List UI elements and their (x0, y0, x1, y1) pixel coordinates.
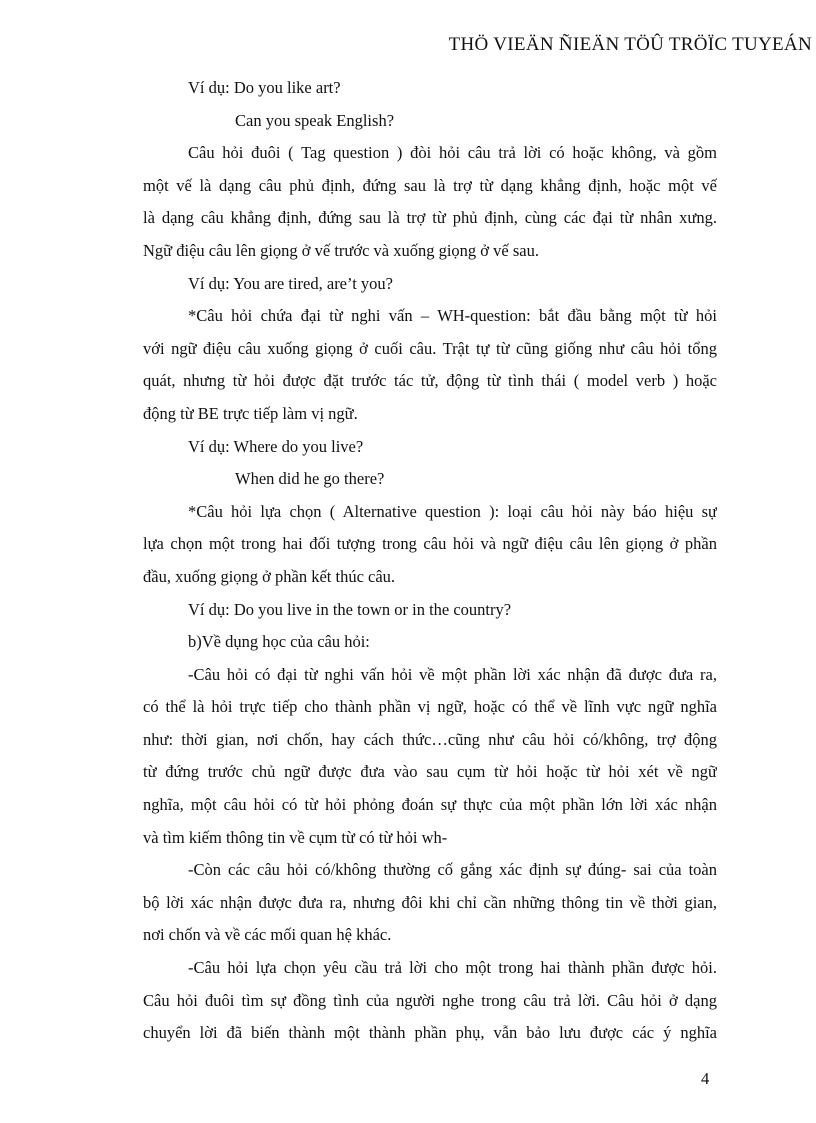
running-header: THÖ VIEÄN ÑIEÄN TÖÛ TRÖÏC TUYEÁN (448, 34, 812, 55)
page-number: 4 (701, 1069, 710, 1088)
text-line: bộ lời xác nhận được đưa ra, nhưng đôi khi chỉ cần những thông tin về thời gian, (143, 892, 717, 912)
text-line: một vế là dạng câu phủ định, đứng sau là trợ từ dạng khẳng định, hoặc một vế (143, 175, 717, 195)
text-line: Can you speak English? (235, 110, 395, 130)
text-line: Ví dụ: Do you like art? (188, 78, 341, 97)
text-line: đầu, xuống giọng ở phần kết thúc câu. (143, 566, 396, 586)
text-line: Câu hỏi đuôi ( Tag question ) đòi hỏi câu trả lời có hoặc không, và gồm (188, 143, 717, 163)
text-line: quát, nhưng từ hỏi được đặt trước tác tử, động từ tình thái ( model verb ) hoặc (143, 371, 717, 391)
text-line: có thể là hỏi trực tiếp cho thành phần vị ngữ, hoặc có thể về lĩnh vực ngữ nghĩa (143, 697, 717, 717)
text-line: *Câu hỏi chứa đại từ nghi vấn – WH-question: bắt đầu bằng một từ hỏi (188, 306, 717, 326)
text-line: -Còn các câu hỏi có/không thường cố gắng xác định sự đúng- sai của toàn (188, 860, 717, 880)
section-heading: b)Về dụng học của câu hỏi: (188, 632, 370, 652)
text-line: lựa chọn một trong hai đối tượng trong câu hỏi và ngữ điệu câu lên giọng ở phần (143, 534, 717, 554)
text-line: chuyển lời đã biến thành một thành phần phụ, vẫn bảo lưu được các ý nghĩa (143, 1023, 717, 1043)
text-line: Câu hỏi đuôi tìm sự đồng tình của người nghe trong câu trả lời. Câu hỏi ở dạng (143, 990, 717, 1010)
text-line: When did he go there? (235, 469, 385, 489)
text-line: động từ BE trực tiếp làm vị ngữ. (143, 403, 358, 423)
text-line: -Câu hỏi có đại từ nghi vấn hỏi về một phần lời xác nhận đã được đưa ra, (188, 664, 717, 684)
text-line: nghĩa, một câu hỏi có từ hỏi phỏng đoán sự thực của một phần lớn lời xác nhận (143, 795, 717, 815)
text-line: nơi chốn và về các mối quan hệ khác. (143, 925, 392, 945)
text-line: và tìm kiếm thông tin về cụm từ có từ hỏi wh- (143, 827, 448, 847)
text-line: Ví dụ: Where do you live? (188, 436, 364, 456)
page-body (143, 72, 717, 1050)
text-line: Ngữ điệu câu lên giọng ở vế trước và xuống giọng ở vế sau. (143, 240, 539, 260)
text-line: Ví dụ: You are tired, are’t you? (188, 273, 393, 293)
text-line: từ đứng trước chủ ngữ được đưa vào sau cụm từ hỏi hoặc từ hỏi xét về ngữ (143, 762, 717, 782)
text-line: *Câu hỏi lựa chọn ( Alternative question ): loại câu hỏi này báo hiệu sự (188, 501, 717, 521)
text-line: -Câu hỏi lựa chọn yêu cầu trả lời cho một trong hai thành phần được hỏi. (188, 958, 717, 978)
text-line: là dạng câu khẳng định, đứng sau là trợ từ phủ định, cùng các đại từ nhân xưng. (143, 208, 717, 228)
text-line: như: thời gian, nơi chốn, hay cách thức…cũng như câu hỏi có/không, trợ động (143, 729, 717, 749)
text-line: Ví dụ: Do you live in the town or in the country? (188, 599, 512, 619)
text-line: với ngữ điệu câu xuống giọng ở cuối câu. Trật tự từ cũng giống như câu hỏi tổng (143, 338, 717, 358)
